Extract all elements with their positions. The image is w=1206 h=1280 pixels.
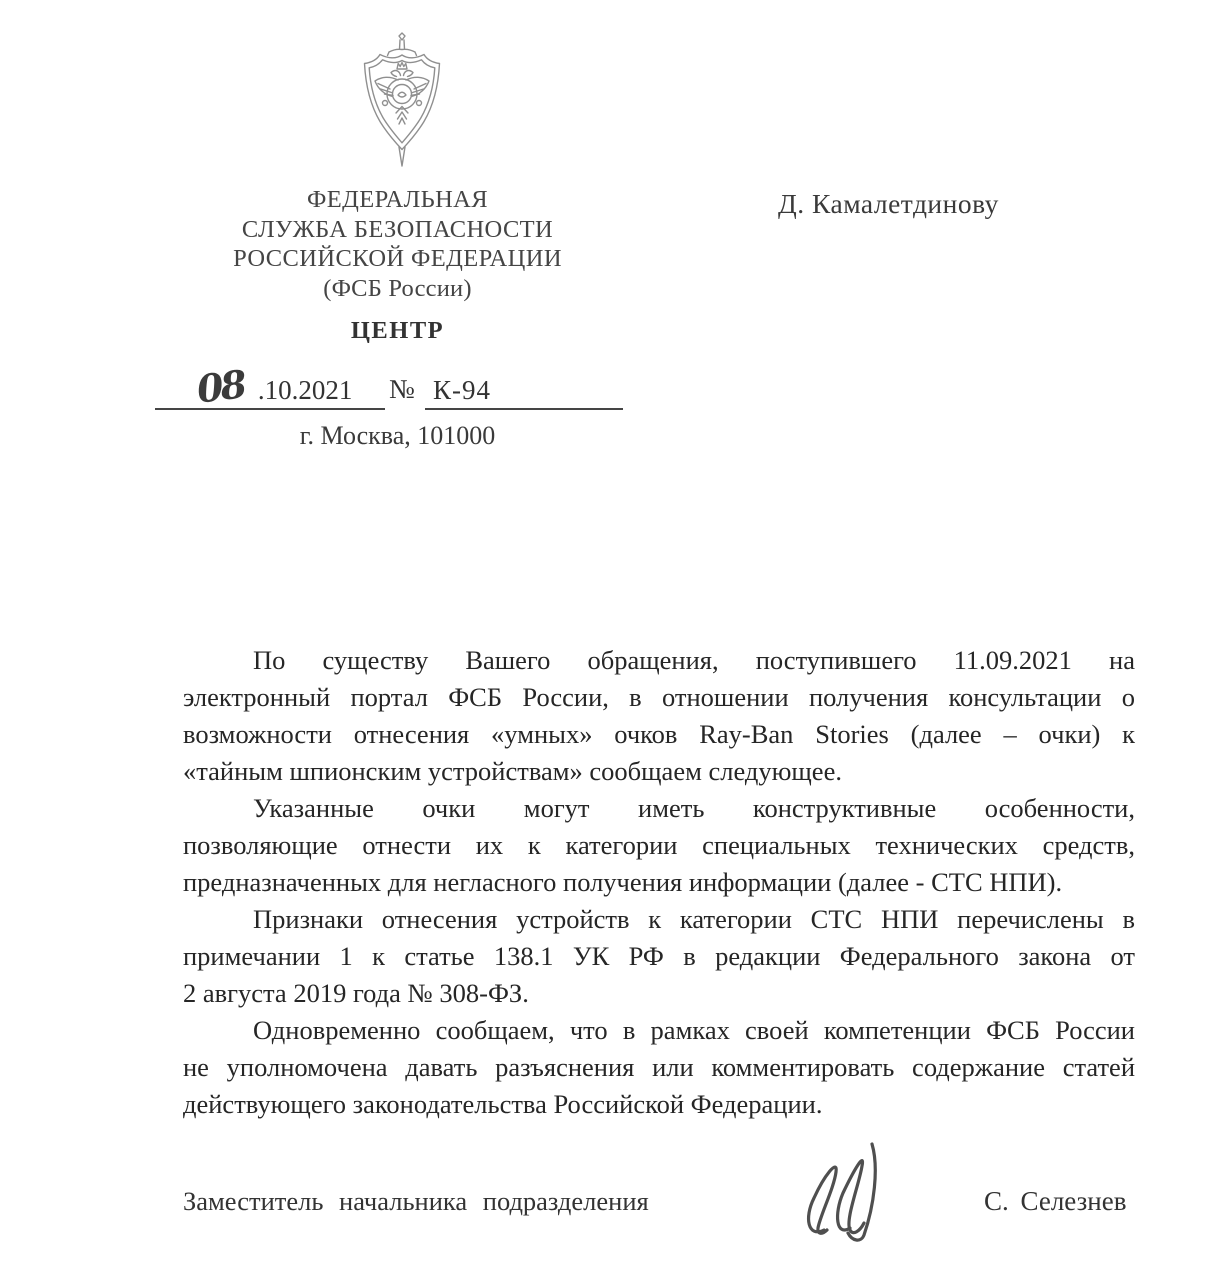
- unit-name: ЦЕНТР: [350, 317, 445, 344]
- organization-name: [160, 185, 635, 303]
- body-line: позволяющие отнести их к категории специальных технических средств,: [183, 830, 1135, 860]
- handwritten-day: 08: [194, 361, 247, 412]
- document-number: К-94: [433, 375, 491, 405]
- body-line: По существу Вашего обращения, поступившего 11.09.2021 на: [253, 645, 1135, 675]
- org-short-name: (ФСБ России): [323, 274, 472, 302]
- body-line: «тайным шпионским устройствам» сообщаем следующее.: [183, 756, 842, 786]
- signature-name: С. Селезнев: [984, 1186, 1127, 1216]
- place-line: г. Москва, 101000: [299, 421, 496, 450]
- body-line: Одновременно сообщаем, что в рамках своей компетенции ФСБ России: [253, 1015, 1135, 1045]
- body-line: примечании 1 к статье 138.1 УК РФ в редакции Федерального закона от: [183, 941, 1135, 971]
- body-line: электронный портал ФСБ России, в отношении получения консультации о: [183, 682, 1135, 712]
- body-line: Указанные очки могут иметь конструктивные особенности,: [253, 793, 1135, 823]
- org-name-line: СЛУЖБА БЕЗОПАСНОСТИ: [241, 215, 554, 243]
- signature-position-title: Заместитель начальника подразделения: [183, 1186, 649, 1216]
- handwritten-signature-icon: [790, 1138, 910, 1248]
- body-line: предназначенных для негласного получения информации (далее - СТС НПИ).: [183, 867, 1063, 897]
- document-number-field: [425, 362, 623, 410]
- date-field: [155, 362, 385, 410]
- date-month-year: .10.2021: [257, 375, 353, 405]
- addressee-name: Д. Камалетдинову: [778, 188, 999, 219]
- body-line: действующего законодательства Российской Федерации.: [183, 1089, 823, 1119]
- org-name-line: РОССИЙСКОЙ ФЕДЕРАЦИИ: [233, 245, 562, 272]
- body-line: не уполномочена давать разъяснения или комментировать содержание статей: [183, 1052, 1135, 1082]
- org-name-line: ФЕДЕРАЛЬНАЯ: [307, 186, 488, 213]
- body-line: возможности отнесения «умных» очков Ray-Ban Stories (далее – очки) к: [183, 719, 1135, 749]
- fsb-emblem-icon: [356, 32, 448, 168]
- letter-body: [183, 642, 1135, 1123]
- body-line: 2 августа 2019 года № 308-ФЗ.: [183, 978, 529, 1008]
- date-and-number-line: [155, 362, 635, 410]
- number-sign: №: [389, 374, 415, 404]
- body-line: Признаки отнесения устройств к категории СТС НПИ перечислены в: [253, 904, 1135, 934]
